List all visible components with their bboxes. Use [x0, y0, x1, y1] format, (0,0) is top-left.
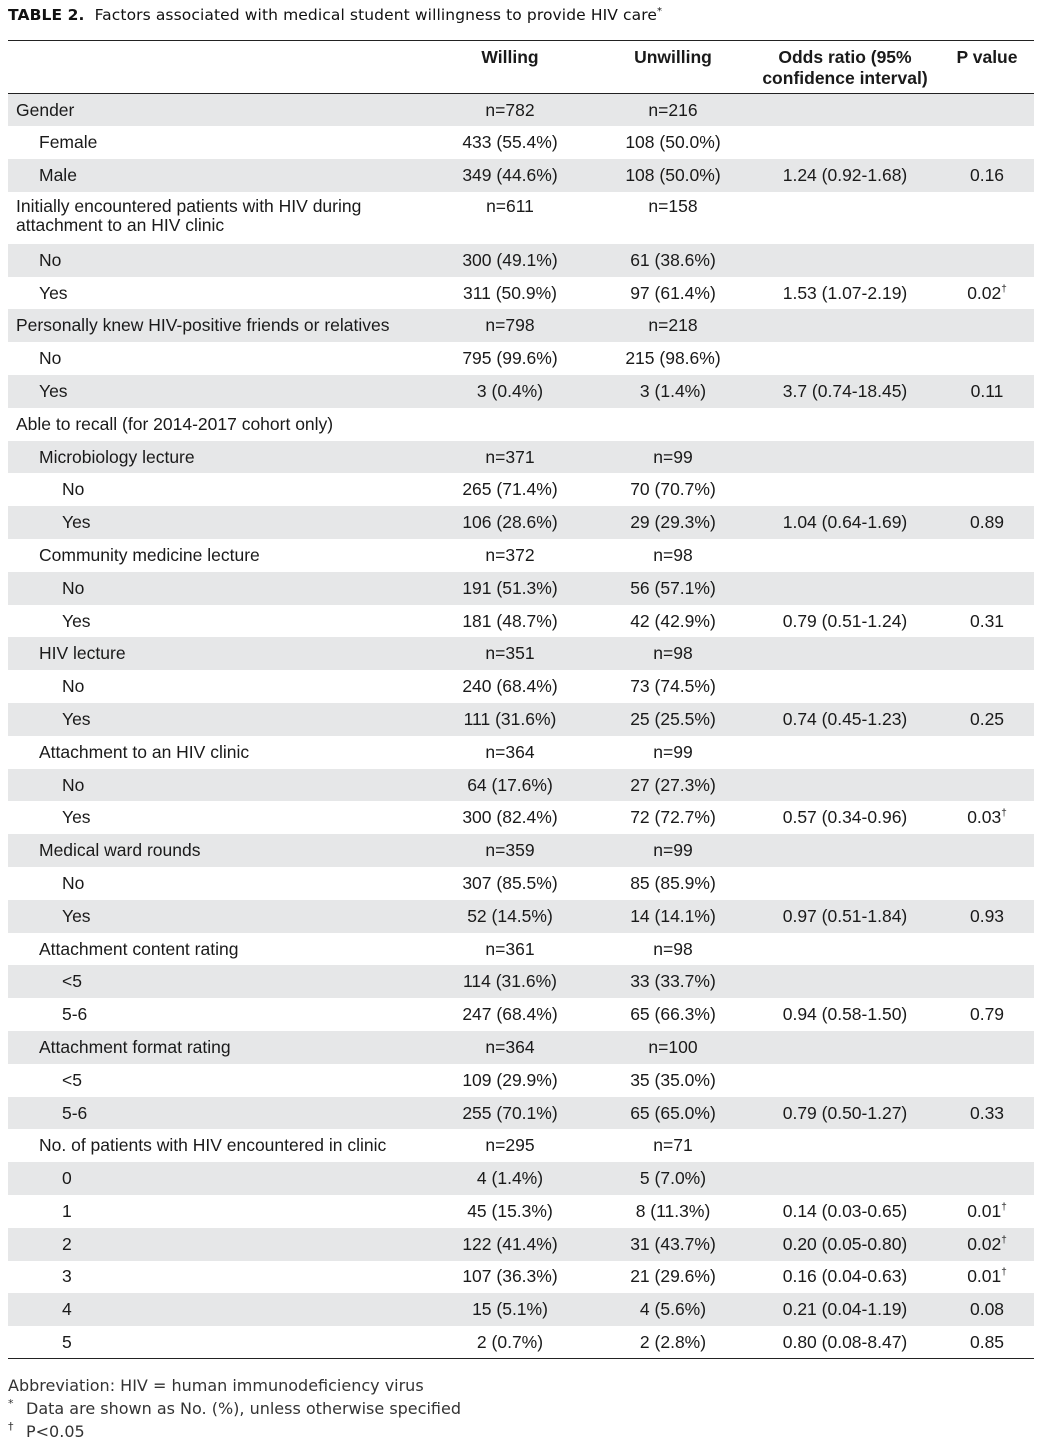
footnote-mark-asterisk: *	[8, 1397, 14, 1410]
cell-p-value	[940, 834, 1034, 867]
table-row	[8, 998, 1034, 1031]
cell-odds-ratio: 0.80 (0.08-8.47)	[750, 1326, 940, 1359]
p-value-text: 0.93	[969, 905, 1005, 926]
cell-unwilling: n=98	[653, 938, 693, 959]
cell-willing: 2 (0.7%)	[424, 1326, 596, 1359]
significance-mark: †	[1001, 1202, 1007, 1214]
data-table	[8, 40, 1034, 1359]
cell-unwilling: 21 (29.6%)	[630, 1266, 716, 1287]
cell-factor-label: No	[62, 676, 85, 697]
cell-unwilling: 35 (35.0%)	[630, 1069, 716, 1090]
cell-odds-ratio: 0.20 (0.05-0.80)	[750, 1228, 940, 1261]
cell-p-value	[940, 572, 1034, 605]
header-row	[8, 41, 1034, 94]
cell-factor-label: <5	[8, 965, 424, 998]
table-row	[8, 900, 1034, 933]
cell-odds-ratio: 3.7 (0.74-18.45)	[750, 375, 940, 408]
cell-p-value	[940, 473, 1034, 506]
cell-p-value	[940, 867, 1034, 900]
table-row	[8, 1326, 1034, 1359]
table-row	[8, 506, 1034, 539]
cell-unwilling: 31 (43.7%)	[596, 1228, 750, 1261]
cell-factor-label: Yes	[62, 807, 91, 828]
table-row	[8, 1162, 1034, 1195]
cell-factor-label: Medical ward rounds	[8, 834, 424, 867]
cell-willing: 300 (49.1%)	[424, 244, 596, 277]
cell-p-value	[940, 126, 1034, 159]
cell-p-value	[940, 1261, 1034, 1294]
p-value-text: 0.03	[967, 807, 1002, 828]
cell-unwilling: 97 (61.4%)	[630, 282, 716, 303]
cell-odds-ratio	[750, 1064, 940, 1097]
cell-unwilling: 3 (1.4%)	[596, 375, 750, 408]
footnote-abbreviation: Abbreviation: HIV = human immunodeficiency virus	[8, 1376, 424, 1395]
cell-factor-label: Female	[39, 132, 98, 153]
cell-factor-label: 2	[8, 1228, 424, 1261]
table-row	[8, 834, 1034, 867]
p-value-text: 0.79	[969, 1004, 1005, 1025]
table-row	[8, 605, 1034, 638]
table-row	[8, 1228, 1034, 1261]
table-row	[8, 933, 1034, 966]
cell-unwilling: n=98	[596, 637, 750, 670]
header-unwilling: Unwilling	[596, 41, 750, 94]
cell-p-value	[940, 539, 1034, 572]
cell-factor-label: Attachment format rating	[8, 1031, 424, 1064]
cell-odds-ratio	[750, 342, 940, 375]
table-row	[8, 473, 1034, 506]
table-row	[8, 309, 1034, 342]
cell-willing: n=361	[485, 938, 535, 959]
cell-odds-ratio	[750, 933, 940, 966]
cell-p-value	[940, 408, 1034, 441]
p-value-text: 0.02	[967, 282, 1002, 303]
header-factor	[8, 41, 424, 94]
cell-willing: 311 (50.9%)	[462, 282, 558, 303]
cell-p-value	[940, 1031, 1034, 1064]
p-value-text: 0.01	[967, 1266, 1002, 1287]
cell-unwilling: n=216	[596, 94, 750, 127]
cell-odds-ratio	[750, 94, 940, 127]
cell-odds-ratio	[750, 309, 940, 342]
cell-p-value	[940, 769, 1034, 802]
cell-factor-label: No	[62, 872, 85, 893]
footnote-data-format	[8, 1397, 461, 1420]
footnote-significance	[8, 1420, 461, 1443]
cell-factor-label: No	[8, 244, 424, 277]
cell-factor-label: No	[8, 572, 424, 605]
cell-unwilling: n=158	[648, 195, 698, 216]
cell-factor-label: Yes	[8, 900, 424, 933]
cell-p-value	[940, 506, 1034, 539]
cell-factor-label: Community medicine lecture	[39, 544, 260, 565]
p-value-text: 0.85	[969, 1331, 1005, 1352]
table-row	[8, 159, 1034, 192]
cell-willing: 795 (99.6%)	[462, 348, 558, 369]
table-row	[8, 703, 1034, 736]
cell-factor-label: Yes	[39, 282, 68, 303]
header-willing: Willing	[424, 41, 596, 94]
table-row	[8, 126, 1034, 159]
cell-unwilling: 5 (7.0%)	[596, 1162, 750, 1195]
cell-willing: 111 (31.6%)	[424, 703, 596, 736]
footnote-mark-dagger: †	[8, 1420, 14, 1433]
cell-willing: 3 (0.4%)	[424, 375, 596, 408]
cell-unwilling: 4 (5.6%)	[596, 1293, 750, 1326]
table-row	[8, 1261, 1034, 1294]
cell-willing	[424, 408, 596, 441]
data-table-container	[8, 40, 1034, 1359]
cell-willing: n=372	[485, 544, 535, 565]
p-value-text: 0.11	[970, 380, 1004, 401]
cell-odds-ratio	[750, 539, 940, 572]
cell-p-value	[940, 192, 1034, 244]
cell-odds-ratio: 0.94 (0.58-1.50)	[782, 1004, 908, 1025]
p-value-text: 0.08	[969, 1299, 1005, 1320]
table-row	[8, 572, 1034, 605]
cell-odds-ratio	[750, 769, 940, 802]
table-row	[8, 244, 1034, 277]
cell-p-value	[940, 965, 1034, 998]
cell-unwilling: 2 (2.8%)	[596, 1326, 750, 1359]
cell-willing: 191 (51.3%)	[424, 572, 596, 605]
cell-odds-ratio	[750, 834, 940, 867]
cell-factor-label: Male	[8, 159, 424, 192]
table-row	[8, 1064, 1034, 1097]
header-odds-ratio: Odds ratio (95% confidence interval)	[750, 41, 940, 94]
cell-p-value	[940, 670, 1034, 703]
cell-odds-ratio	[750, 408, 940, 441]
cell-odds-ratio: 0.79 (0.50-1.27)	[750, 1097, 940, 1130]
cell-odds-ratio	[750, 473, 940, 506]
cell-willing: n=295	[485, 1135, 535, 1156]
table-row	[8, 277, 1034, 310]
cell-factor-label: 3	[62, 1266, 72, 1287]
cell-factor-label: Microbiology lecture	[8, 441, 424, 474]
cell-unwilling: n=99	[596, 834, 750, 867]
p-value-text: 0.33	[969, 1102, 1005, 1123]
cell-willing: 255 (70.1%)	[424, 1097, 596, 1130]
table-caption	[8, 6, 662, 24]
table-row	[8, 342, 1034, 375]
cell-unwilling: 65 (65.0%)	[596, 1097, 750, 1130]
cell-willing: n=798	[424, 309, 596, 342]
cell-p-value	[940, 1064, 1034, 1097]
cell-p-value	[940, 277, 1034, 310]
table-row	[8, 441, 1034, 474]
cell-odds-ratio: 0.79 (0.51-1.24)	[782, 610, 908, 631]
cell-odds-ratio	[750, 1129, 940, 1162]
cell-willing: n=611	[486, 195, 534, 216]
cell-unwilling: 70 (70.7%)	[630, 479, 716, 500]
cell-unwilling: 8 (11.3%)	[635, 1200, 711, 1221]
cell-factor-label: No	[8, 769, 424, 802]
table-row	[8, 1129, 1034, 1162]
cell-unwilling: n=100	[596, 1031, 750, 1064]
cell-odds-ratio	[750, 441, 940, 474]
footnote-text: Data are shown as No. (%), unless otherwise specified	[26, 1399, 461, 1418]
cell-odds-ratio: 0.14 (0.03-0.65)	[782, 1200, 908, 1221]
caption-footnote-mark: *	[656, 5, 663, 17]
cell-p-value	[940, 933, 1034, 966]
cell-factor-label: No	[39, 348, 62, 369]
cell-p-value	[940, 736, 1034, 769]
cell-factor-label: Yes	[62, 610, 91, 631]
cell-p-value	[940, 1326, 1034, 1359]
cell-p-value	[940, 244, 1034, 277]
table-row	[8, 1097, 1034, 1130]
cell-p-value	[940, 342, 1034, 375]
cell-unwilling: n=71	[653, 1135, 693, 1156]
cell-unwilling: 215 (98.6%)	[625, 348, 721, 369]
cell-unwilling: 108 (50.0%)	[596, 159, 750, 192]
table-row	[8, 670, 1034, 703]
cell-willing: 265 (71.4%)	[462, 479, 558, 500]
cell-p-value	[940, 1162, 1034, 1195]
cell-factor-label: Yes	[8, 703, 424, 736]
cell-willing: n=359	[424, 834, 596, 867]
cell-factor-label: <5	[62, 1069, 82, 1090]
cell-odds-ratio: 1.24 (0.92-1.68)	[750, 159, 940, 192]
cell-p-value	[940, 1129, 1034, 1162]
cell-p-value	[940, 309, 1034, 342]
cell-odds-ratio	[750, 867, 940, 900]
cell-odds-ratio	[750, 670, 940, 703]
significance-mark: †	[1001, 1234, 1007, 1246]
p-value-text: 0.02	[967, 1233, 1002, 1254]
cell-willing: 433 (55.4%)	[462, 132, 558, 153]
table-row	[8, 375, 1034, 408]
significance-mark: †	[1001, 1267, 1007, 1279]
cell-factor-label: HIV lecture	[8, 637, 424, 670]
cell-unwilling: 73 (74.5%)	[630, 676, 716, 697]
table-row	[8, 408, 1034, 441]
cell-willing: 122 (41.4%)	[424, 1228, 596, 1261]
significance-mark: †	[1001, 283, 1007, 295]
cell-odds-ratio: 1.04 (0.64-1.69)	[750, 506, 940, 539]
cell-p-value	[940, 801, 1034, 834]
cell-unwilling: n=99	[596, 441, 750, 474]
cell-p-value	[940, 998, 1034, 1031]
cell-factor-label: Yes	[8, 506, 424, 539]
p-value-text: 0.16	[969, 164, 1005, 185]
cell-factor-label: Attachment content rating	[39, 938, 239, 959]
cell-willing: n=364	[424, 1031, 596, 1064]
cell-odds-ratio	[750, 244, 940, 277]
cell-factor-label: 4	[8, 1293, 424, 1326]
cell-willing: 247 (68.4%)	[462, 1004, 558, 1025]
cell-willing: 109 (29.9%)	[462, 1069, 558, 1090]
cell-willing: 106 (28.6%)	[424, 506, 596, 539]
cell-odds-ratio	[750, 572, 940, 605]
cell-odds-ratio: 0.74 (0.45-1.23)	[750, 703, 940, 736]
cell-willing: n=364	[485, 741, 535, 762]
cell-factor-label: Yes	[8, 375, 424, 408]
cell-odds-ratio	[750, 126, 940, 159]
cell-unwilling	[596, 408, 750, 441]
cell-p-value	[940, 703, 1034, 736]
table-row	[8, 1293, 1034, 1326]
cell-odds-ratio: 0.97 (0.51-1.84)	[750, 900, 940, 933]
cell-unwilling: 72 (72.7%)	[630, 807, 716, 828]
cell-willing: 52 (14.5%)	[424, 900, 596, 933]
cell-unwilling: n=218	[596, 309, 750, 342]
cell-unwilling: 85 (85.9%)	[630, 872, 716, 893]
cell-odds-ratio	[750, 637, 940, 670]
table-row	[8, 637, 1034, 670]
cell-odds-ratio	[750, 192, 940, 244]
table-title: Factors associated with medical student willingness to provide HIV care	[94, 6, 657, 24]
cell-factor-label: 0	[8, 1162, 424, 1195]
cell-unwilling: 25 (25.5%)	[596, 703, 750, 736]
cell-odds-ratio: 0.16 (0.04-0.63)	[782, 1266, 908, 1287]
table-label: TABLE 2.	[8, 6, 85, 24]
cell-willing: 64 (17.6%)	[424, 769, 596, 802]
table-row	[8, 539, 1034, 572]
cell-unwilling: n=99	[653, 741, 693, 762]
table-row	[8, 801, 1034, 834]
cell-willing: 181 (48.7%)	[462, 610, 558, 631]
cell-willing: 4 (1.4%)	[424, 1162, 596, 1195]
cell-factor-label: Personally knew HIV-positive friends or relatives	[8, 309, 424, 342]
cell-unwilling: 14 (14.1%)	[596, 900, 750, 933]
cell-unwilling: 29 (29.3%)	[596, 506, 750, 539]
cell-unwilling: 27 (27.3%)	[596, 769, 750, 802]
cell-odds-ratio: 1.53 (1.07-2.19)	[782, 282, 908, 303]
cell-unwilling: 65 (66.3%)	[630, 1004, 716, 1025]
cell-p-value	[940, 1097, 1034, 1130]
cell-unwilling: 61 (38.6%)	[596, 244, 750, 277]
table-body	[8, 94, 1034, 1359]
cell-p-value	[940, 441, 1034, 474]
cell-willing: 15 (5.1%)	[424, 1293, 596, 1326]
table-row	[8, 192, 1034, 244]
cell-factor-label: 5-6	[8, 1097, 424, 1130]
table-row	[8, 94, 1034, 127]
cell-willing: 307 (85.5%)	[462, 872, 558, 893]
cell-willing: n=371	[424, 441, 596, 474]
cell-unwilling: 33 (33.7%)	[596, 965, 750, 998]
cell-factor-label: Able to recall (for 2014-2017 cohort only)	[16, 413, 334, 434]
cell-factor-label: No	[62, 479, 85, 500]
table-header	[8, 41, 1034, 94]
cell-odds-ratio	[750, 965, 940, 998]
cell-unwilling: n=98	[653, 544, 693, 565]
cell-willing: 45 (15.3%)	[467, 1200, 553, 1221]
cell-willing: 240 (68.4%)	[462, 676, 558, 697]
table-row	[8, 965, 1034, 998]
cell-p-value	[940, 1195, 1034, 1228]
cell-factor-label: 5-6	[62, 1004, 88, 1025]
cell-p-value	[940, 159, 1034, 192]
cell-factor-label: Initially encountered patients with HIV during attachment to an HIV clinic	[16, 195, 362, 235]
cell-willing: n=351	[424, 637, 596, 670]
significance-mark: †	[1001, 808, 1007, 820]
table-row	[8, 1031, 1034, 1064]
cell-willing: 300 (82.4%)	[462, 807, 558, 828]
cell-factor-label: Attachment to an HIV clinic	[39, 741, 250, 762]
p-value-text: 0.25	[969, 708, 1005, 729]
p-value-text: 0.01	[967, 1200, 1002, 1221]
p-value-text: 0.89	[969, 512, 1005, 533]
cell-p-value	[940, 94, 1034, 127]
table-row	[8, 769, 1034, 802]
cell-unwilling: 42 (42.9%)	[630, 610, 716, 631]
cell-factor-label: Gender	[8, 94, 424, 127]
cell-p-value	[940, 1228, 1034, 1261]
table-row	[8, 736, 1034, 769]
table-row	[8, 867, 1034, 900]
cell-unwilling: 108 (50.0%)	[625, 132, 721, 153]
cell-willing: 107 (36.3%)	[462, 1266, 558, 1287]
cell-p-value	[940, 605, 1034, 638]
cell-willing: n=782	[424, 94, 596, 127]
cell-p-value	[940, 375, 1034, 408]
cell-odds-ratio: 0.57 (0.34-0.96)	[782, 807, 908, 828]
cell-factor-label: 5	[8, 1326, 424, 1359]
cell-p-value	[940, 1293, 1034, 1326]
footnote-text: P<0.05	[26, 1422, 85, 1441]
cell-p-value	[940, 900, 1034, 933]
cell-willing: 114 (31.6%)	[424, 965, 596, 998]
table-footnotes	[8, 1374, 461, 1443]
cell-odds-ratio	[750, 1031, 940, 1064]
cell-p-value	[940, 637, 1034, 670]
cell-willing: 349 (44.6%)	[424, 159, 596, 192]
table-row	[8, 1195, 1034, 1228]
header-p-value: P value	[940, 41, 1034, 94]
cell-unwilling: 56 (57.1%)	[596, 572, 750, 605]
cell-factor-label: 1	[62, 1200, 72, 1221]
p-value-text: 0.31	[969, 610, 1005, 631]
cell-factor-label: No. of patients with HIV encountered in clinic	[39, 1135, 387, 1156]
cell-odds-ratio: 0.21 (0.04-1.19)	[750, 1293, 940, 1326]
cell-odds-ratio	[750, 1162, 940, 1195]
cell-odds-ratio	[750, 736, 940, 769]
